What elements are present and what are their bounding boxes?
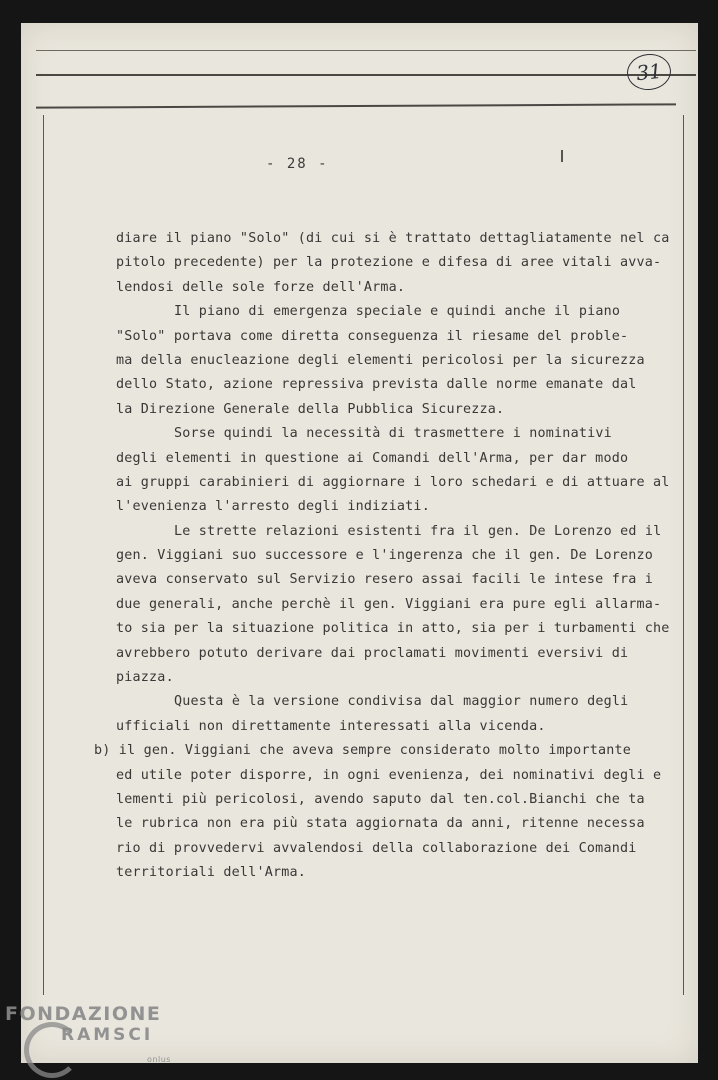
- watermark-line1: FONDAZIONE: [5, 1003, 162, 1025]
- header-rule-top: [36, 50, 696, 51]
- text-line: due generali, anche perchè il gen. Viggiani era pure egli allarma-: [116, 596, 662, 612]
- body-text: [94, 227, 670, 886]
- text-line: l'evenienza l'arresto degli indiziati.: [116, 499, 430, 515]
- text-line: le rubrica non era più stata aggiornata da anni, ritenne necessa: [116, 816, 645, 832]
- text-line: diare il piano "Solo" (di cui si è trattato dettagliatamente nel ca: [116, 231, 670, 246]
- left-margin-line: [43, 115, 44, 995]
- pen-mark: [561, 150, 563, 162]
- text-line: lementi più pericolosi, avendo saputo dal ten.col.Bianchi che ta: [116, 791, 645, 807]
- text-line: Questa è la versione condivisa dal maggior numero degli: [174, 694, 629, 710]
- text-line: lendosi delle sole forze dell'Arma.: [116, 279, 406, 295]
- header-rule-middle: [36, 74, 696, 76]
- text-line: aveva conservato sul Servizio resero assai facili le intese fra i: [116, 572, 654, 588]
- text-line: la Direzione Generale della Pubblica Sicurezza.: [116, 401, 505, 417]
- text-line: dello Stato, azione repressiva prevista dalle norme emanate dal: [116, 377, 637, 393]
- text-line: ai gruppi carabinieri di aggiornare i loro schedari e di attuare al: [116, 474, 670, 490]
- text-line: to sia per la situazione politica in atto, sia per i turbamenti che: [116, 621, 670, 637]
- text-line: ed utile poter disporre, in ogni evenienza, dei nominativi degli e: [116, 767, 662, 783]
- text-line: b) il gen. Viggiani che aveva sempre considerato molto importante: [94, 743, 632, 759]
- text-line: degli elementi in questione ai Comandi dell'Arma, per dar modo: [116, 450, 629, 466]
- text-line: piazza.: [116, 670, 174, 686]
- text-line: pitolo precedente) per la protezione e difesa di aree vitali avva-: [116, 255, 662, 271]
- header-rule-bottom: [36, 103, 676, 108]
- text-line: Sorse quindi la necessità di trasmettere i nominativi: [174, 426, 612, 442]
- page-number: - 28 -: [266, 156, 329, 172]
- archive-stamp-number: 31: [625, 52, 673, 92]
- text-line: Il piano di emergenza speciale e quindi anche il piano: [174, 304, 621, 320]
- text-line: avrebbero potuto derivare dai proclamati movimenti eversivi di: [116, 645, 629, 661]
- right-margin-line: [683, 115, 684, 995]
- text-line: territoriali dell'Arma.: [116, 865, 307, 881]
- text-line: ufficiali non direttamente interessati alla vicenda.: [116, 718, 546, 734]
- watermark-suffix: onlus: [147, 1055, 171, 1064]
- text-line: ma della enucleazione degli elementi pericolosi per la sicurezza: [116, 352, 645, 368]
- watermark-line2: RAMSCI: [61, 1025, 154, 1045]
- text-line: gen. Viggiani suo successore e l'ingerenza che il gen. De Lorenzo: [116, 548, 654, 564]
- text-line: "Solo" portava come diretta conseguenza il riesame del proble-: [116, 328, 629, 344]
- text-line: Le strette relazioni esistenti fra il gen. De Lorenzo ed il: [174, 523, 662, 539]
- text-line: rio di provvedervi avvalendosi della collaborazione dei Comandi: [116, 840, 637, 856]
- watermark-logo: [5, 1003, 171, 1064]
